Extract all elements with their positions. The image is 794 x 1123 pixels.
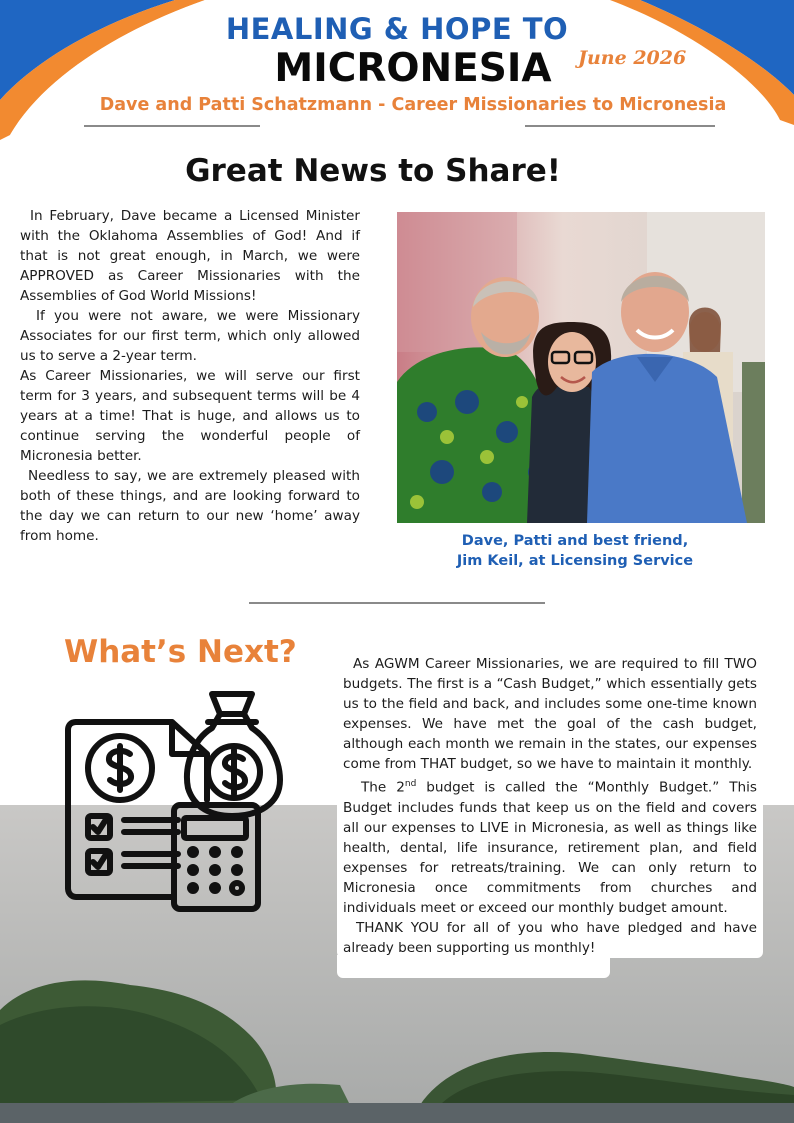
budget-text-panel-tail [337,955,610,978]
article-paragraph: In February, Dave became a Licensed Minister with the Oklahoma Assemblies of God! And if that is not great enough, in March, we were APPROVED as Career Missionaries with the Assemblies of God World Missions! [20,208,360,304]
article-paragraph: As AGWM Career Missionaries, we are required to fill TWO budgets. The first is a “Cash Budget,” which essentially gets us to the field and back, and includes some one-time known expenses. We have met the goal of the cash budget, although each month we remain in the states, our expenses come from THAT budget, so we have to maintain it monthly. [343,656,757,772]
photo-caption-line2: Jim Keil, at Licensing Service [456,553,694,569]
article-paragraph: As Career Missionaries, we will serve our first term for 3 years, and subsequent terms will be 4 years at a time! That is huge, and allows us to continue serving the wonderful people of Micronesia better. [20,368,360,464]
article-paragraph: Needless to say, we are extremely pleased with both of these things, and are looking forward to the day we can return to our new ‘home’ away from home. [20,468,360,544]
article-paragraph: If you were not aware, we were Missionary Associates for our first term, which only allowed us to serve a 2-year term. [20,308,360,364]
licensing-service-photo [397,212,765,523]
section-divider [249,602,545,604]
newsletter-subtitle: Dave and Patti Schatzmann - Career Missionaries to Micronesia [99,95,727,115]
ordinal-suffix: nd [404,779,417,789]
header-divider-right [525,125,715,127]
paragraph-text: The 2 [361,779,405,796]
issue-date: June 2026 [578,47,687,69]
section-headline-whats-next: What’s Next? [64,634,297,670]
newsletter-title-line2: MICRONESIA [274,46,552,91]
header-divider-left [84,125,260,127]
newsletter-title-line1: HEALING & HOPE TO [225,12,569,46]
great-news-article [20,206,360,546]
whats-next-article [343,654,757,958]
photo-caption-line1: Dave, Patti and best friend, [461,533,689,549]
article-paragraph: THANK YOU for all of you who have pledged and have already been supporting us monthly! [343,919,757,956]
paragraph-text: budget is called the “Monthly Budget.” This Budget includes funds that keep us on the field and covers all our expenses to LIVE in Micronesia, as well as things like health, dental, life insurance, retirement plan, and field expenses for retreats/training. We can only return to Micronesia once commitments from churches and individuals meet or exceed our monthly budget amount. [343,779,757,916]
section-headline-great-news: Great News to Share! [185,153,561,189]
budget-calculator-icon [62,688,288,916]
article-paragraph [343,774,757,918]
photo-caption [397,531,753,571]
